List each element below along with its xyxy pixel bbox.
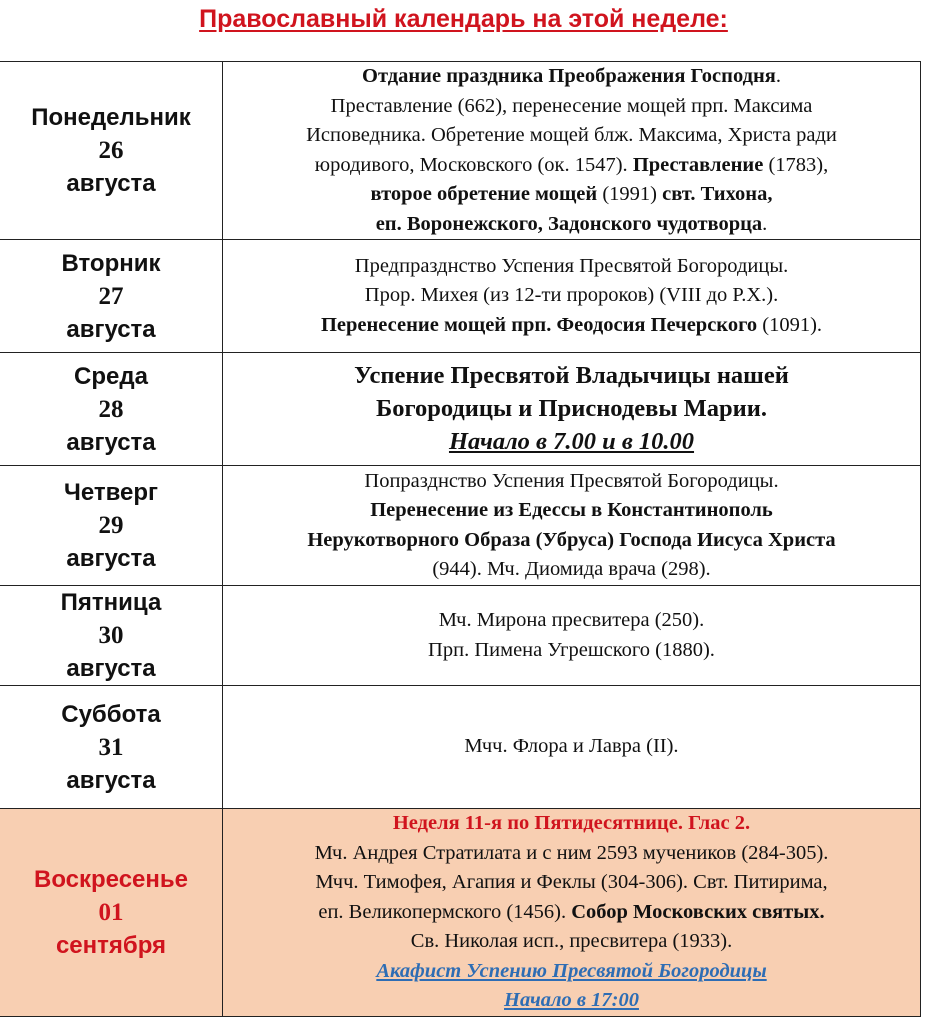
- event-text-bold: Собор Московских святых.: [571, 900, 825, 923]
- month-label: августа: [66, 766, 156, 794]
- feast-title-line: Богородицы и Приснодевы Марии.: [376, 395, 767, 423]
- event-text-bold: свт. Тихона,: [662, 183, 773, 205]
- event-line: Исповедника. Обретение мощей блж. Максима, Христа ради: [306, 124, 837, 146]
- event-text-bold: еп. Воронежского, Задонского чудотворца: [375, 212, 763, 235]
- event-line: Перенесение из Едессы в Константинополь: [370, 499, 773, 521]
- day-cell-friday: [0, 586, 223, 686]
- day-number: 27: [98, 282, 124, 310]
- calendar-row-saturday: [0, 686, 921, 809]
- day-cell-thursday: [0, 466, 223, 586]
- event-text: (1991): [597, 183, 663, 205]
- event-text-bold: второе обретение мощей: [370, 183, 598, 205]
- event-text: (1091).: [757, 313, 823, 336]
- event-line: Прор. Михея (из 12-ти пророков) (VIII до Р.Х.).: [364, 284, 779, 307]
- month-label: августа: [66, 315, 156, 343]
- event-line: Св. Николая исп., пресвитера (1933).: [410, 930, 733, 952]
- events-cell-saturday: [223, 686, 921, 809]
- weekday-label: Пятница: [60, 589, 162, 616]
- event-line: [223, 898, 920, 928]
- akathist-time-link[interactable]: Начало в 17:00: [504, 989, 639, 1011]
- calendar-row-thursday: [0, 466, 921, 586]
- day-cell-saturday: [0, 686, 223, 809]
- event-line: (944). Мч. Диомида врача (298).: [432, 558, 711, 580]
- event-line: Предпразднство Успения Пресвятой Богородицы.: [354, 254, 789, 277]
- day-cell-sunday: [0, 809, 223, 1017]
- event-line: Прп. Пимена Угрешского (1880).: [428, 638, 715, 661]
- event-line: [223, 151, 920, 181]
- event-punct: .: [775, 65, 781, 87]
- month-label: августа: [66, 170, 156, 197]
- weekday-label: Воскресенье: [33, 865, 189, 893]
- calendar-row-monday: [0, 62, 921, 240]
- event-line: Преставление (662), перенесение мощей прп. Максима: [330, 94, 813, 117]
- day-number: 30: [98, 622, 124, 649]
- feast-title-line: Успение Пресвятой Владычицы нашей: [354, 362, 789, 390]
- month-label: августа: [66, 545, 156, 572]
- event-line: [223, 311, 920, 341]
- month-label: августа: [66, 655, 156, 682]
- events-cell-wednesday: [223, 353, 921, 466]
- event-line: Мчч. Флора и Лавра (II).: [464, 735, 679, 758]
- month-label: сентября: [55, 931, 167, 959]
- service-time: Начало в 7.00 и в 10.00: [448, 428, 695, 456]
- event-text: (1783),: [763, 153, 829, 176]
- calendar-row-sunday: [0, 809, 921, 1017]
- event-feast-title: Отдание праздника Преображения Господня: [362, 65, 776, 87]
- weekday-label: Суббота: [61, 700, 161, 728]
- events-cell-monday: [223, 62, 921, 240]
- event-line: [223, 210, 920, 240]
- event-text-bold: Преставление: [632, 153, 764, 176]
- event-text: юродивого, Московского (ок. 1547).: [314, 153, 633, 176]
- events-cell-sunday: [223, 809, 921, 1017]
- weekday-label: Среда: [74, 362, 148, 390]
- calendar-row-tuesday: [0, 240, 921, 353]
- event-line: Мч. Мирона пресвитера (250).: [438, 609, 705, 631]
- day-number: 29: [98, 512, 124, 539]
- weekday-label: Четверг: [63, 479, 159, 506]
- event-text-bold: Перенесение мощей прп. Феодосия Печерского: [320, 313, 758, 336]
- event-line: Мчч. Тимофея, Агапия и Феклы (304-306). Свт. Питирима,: [315, 871, 828, 893]
- page-title: Православный календарь на этой неделе:: [199, 5, 728, 33]
- day-number: 26: [98, 137, 124, 164]
- event-line: [223, 62, 920, 92]
- events-cell-tuesday: [223, 240, 921, 353]
- event-line: [223, 180, 920, 210]
- day-number: 31: [98, 733, 124, 761]
- event-text: еп. Великопермского (1456).: [318, 900, 572, 923]
- event-punct: .: [762, 212, 768, 235]
- calendar-row-wednesday: [0, 353, 921, 466]
- events-cell-friday: [223, 586, 921, 686]
- event-line: Нерукотворного Образа (Убруса) Господа Иисуса Христа: [307, 528, 836, 551]
- calendar-row-friday: [0, 586, 921, 686]
- event-line: Мч. Андрея Стратилата и с ним 2593 мучеников (284-305).: [314, 841, 829, 864]
- day-number: 01: [98, 898, 124, 926]
- akathist-link[interactable]: Акафист Успению Пресвятой Богородицы: [376, 959, 767, 982]
- weekly-calendar-table: [0, 61, 921, 1017]
- month-label: августа: [66, 428, 156, 456]
- day-cell-monday: [0, 62, 223, 240]
- events-cell-thursday: [223, 466, 921, 586]
- sunday-heading: Неделя 11-я по Пятидесятнице. Глас 2.: [392, 812, 751, 834]
- event-line: Попразднство Успения Пресвятой Богородицы.: [364, 469, 779, 492]
- day-number: 28: [98, 395, 124, 423]
- day-cell-tuesday: [0, 240, 223, 353]
- day-cell-wednesday: [0, 353, 223, 466]
- weekday-label: Понедельник: [31, 104, 191, 131]
- weekday-label: Вторник: [61, 249, 161, 277]
